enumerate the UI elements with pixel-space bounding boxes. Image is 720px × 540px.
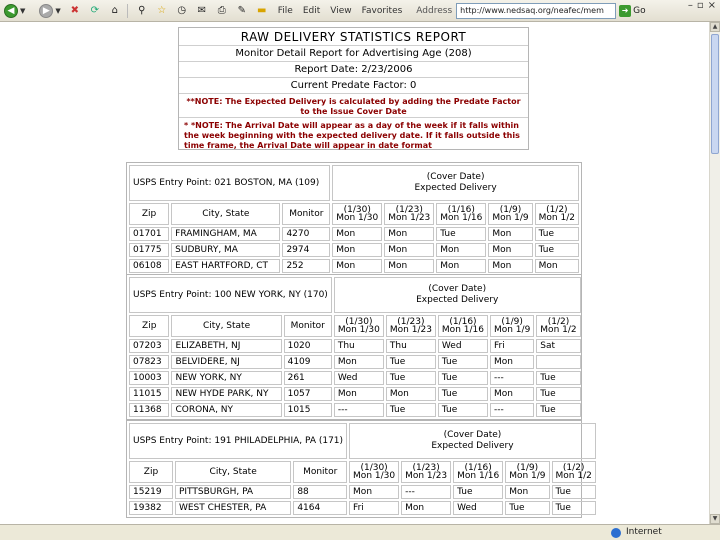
cover-date-header xyxy=(332,165,579,201)
table-cell: 252 xyxy=(282,259,330,273)
column-week xyxy=(536,315,580,337)
table-cell: Tue xyxy=(438,403,488,417)
table-cell: Mon xyxy=(384,243,434,257)
table-cell: --- xyxy=(490,371,534,385)
cover-date: (1/2) xyxy=(562,463,585,473)
table-cell: --- xyxy=(490,403,534,417)
print-icon[interactable]: ⎙ xyxy=(217,5,226,16)
column-week xyxy=(552,461,596,483)
table-cell: Fri xyxy=(490,339,534,353)
table-cell: Fri xyxy=(349,501,399,515)
page-content xyxy=(0,22,709,524)
column-week xyxy=(453,461,503,483)
table-cell: --- xyxy=(334,403,384,417)
table-cell: Tue xyxy=(386,355,436,369)
cover-date: (1/23) xyxy=(412,463,440,473)
cover-date: (1/9) xyxy=(501,317,523,327)
column-week xyxy=(505,461,549,483)
column-monitor: Monitor xyxy=(284,315,332,337)
cover-date: (1/23) xyxy=(397,317,425,327)
table-cell: Tue xyxy=(536,387,580,401)
table-row xyxy=(129,501,596,515)
cover-date: (1/23) xyxy=(395,205,423,215)
table-cell: Tue xyxy=(453,485,503,499)
column-week xyxy=(384,203,434,225)
expected-date: Mon 1/16 xyxy=(457,471,500,481)
table-cell: Mon xyxy=(488,259,532,273)
table-cell: 2974 xyxy=(282,243,330,257)
cover-date: (1/2) xyxy=(546,205,568,215)
expected-date: Mon 1/2 xyxy=(555,471,592,481)
table-cell: Mon xyxy=(488,243,532,257)
close-icon[interactable]: × xyxy=(707,0,716,11)
table-cell: 11368 xyxy=(129,403,169,417)
entry-point-table xyxy=(126,420,592,518)
column-week xyxy=(386,315,436,337)
table-cell: 01775 xyxy=(129,243,169,257)
table-cell: BELVIDERE, NJ xyxy=(171,355,281,369)
cover-date-label: (Cover Date) xyxy=(443,430,502,440)
scroll-thumb[interactable] xyxy=(711,34,719,154)
note-expected-delivery: **NOTE: The Expected Delivery is calculated by adding the Predate Factor to the Issue Cover Date xyxy=(179,94,528,118)
column-week xyxy=(334,315,384,337)
table-cell: 4270 xyxy=(282,227,330,241)
table-cell: Mon xyxy=(436,259,486,273)
minimize-icon[interactable]: – xyxy=(687,0,693,11)
table-cell: Mon xyxy=(505,485,549,499)
column-city-state: City, State xyxy=(175,461,291,483)
vertical-scrollbar[interactable] xyxy=(709,22,720,524)
column-zip: Zip xyxy=(129,315,169,337)
cover-date-label: (Cover Date) xyxy=(426,172,485,182)
table-cell: Mon xyxy=(334,355,384,369)
cover-date-header xyxy=(349,423,596,459)
table-cell: 1057 xyxy=(284,387,332,401)
column-week xyxy=(349,461,399,483)
back-dropdown-icon[interactable]: ▼ xyxy=(20,6,26,15)
menu-edit[interactable]: Edit xyxy=(302,5,321,16)
table-cell: Mon xyxy=(490,355,534,369)
toolbar-separator xyxy=(127,4,128,18)
edit-icon[interactable]: ✎ xyxy=(237,5,246,16)
go-icon[interactable]: ➜ xyxy=(619,5,631,17)
expected-date: Mon 1/9 xyxy=(493,325,531,335)
table-cell: 06108 xyxy=(129,259,169,273)
table-cell: Mon xyxy=(436,243,486,257)
table-row xyxy=(129,339,581,353)
table-cell: Mon xyxy=(334,387,384,401)
cover-date-label: (Cover Date) xyxy=(428,284,487,294)
table-cell: CORONA, NY xyxy=(171,403,281,417)
table-cell: Tue xyxy=(536,371,580,385)
table-cell: Tue xyxy=(552,485,596,499)
table-row xyxy=(129,227,579,241)
predate-factor: Current Predate Factor: 0 xyxy=(179,78,528,94)
table-cell: 11015 xyxy=(129,387,169,401)
column-week xyxy=(438,315,488,337)
globe-icon xyxy=(611,528,621,538)
table-cell: Tue xyxy=(536,403,580,417)
cover-date: (1/30) xyxy=(345,317,373,327)
favorites-icon[interactable]: ☆ xyxy=(157,5,167,16)
cover-date: (1/16) xyxy=(447,205,475,215)
table-cell: PITTSBURGH, PA xyxy=(175,485,291,499)
entry-point-title: USPS Entry Point: 191 PHILADELPHIA, PA (171) xyxy=(129,423,347,459)
expected-delivery-label: Expected Delivery xyxy=(414,183,497,193)
delivery-table xyxy=(127,275,583,419)
table-cell: Mon xyxy=(535,259,579,273)
table-cell: Mon xyxy=(332,243,382,257)
table-cell: 88 xyxy=(293,485,347,499)
note-arrival-date: * *NOTE: The Arrival Date will appear as a day of the week if it falls within the week beginning with the expected delivery date. If it falls outside this time frame, the Arrival Date will appear in date format xyxy=(184,121,520,150)
cover-date: (1/16) xyxy=(449,317,477,327)
table-cell: 07823 xyxy=(129,355,169,369)
delivery-table xyxy=(127,421,598,517)
expected-date: Mon 1/30 xyxy=(337,325,380,335)
cover-date-header xyxy=(334,277,581,313)
browser-toolbar xyxy=(0,0,720,22)
expected-date: Mon 1/2 xyxy=(538,213,575,223)
entry-point-title: USPS Entry Point: 021 BOSTON, MA (109) xyxy=(129,165,330,201)
table-cell: Wed xyxy=(438,339,488,353)
entry-point-table xyxy=(126,162,582,276)
table-cell: Tue xyxy=(386,371,436,385)
cover-date: (1/2) xyxy=(547,317,570,327)
report-subtitle: Monitor Detail Report for Advertising Age (208) xyxy=(179,46,528,62)
table-cell: WEST CHESTER, PA xyxy=(175,501,291,515)
report-date: Report Date: 2/23/2006 xyxy=(179,62,528,78)
delivery-table xyxy=(127,163,581,275)
table-cell: Mon xyxy=(401,501,451,515)
column-zip: Zip xyxy=(129,203,169,225)
table-cell: Sat xyxy=(536,339,580,353)
table-cell: Mon xyxy=(488,227,532,241)
column-week xyxy=(436,203,486,225)
table-cell: Mon xyxy=(384,227,434,241)
column-week xyxy=(490,315,534,337)
table-cell: 19382 xyxy=(129,501,173,515)
expected-date: Mon 1/9 xyxy=(492,213,529,223)
table-cell: Mon xyxy=(386,387,436,401)
column-city-state: City, State xyxy=(171,315,281,337)
table-cell: EAST HARTFORD, CT xyxy=(171,259,280,273)
go-button[interactable]: Go xyxy=(633,5,646,16)
status-zone: Internet xyxy=(626,527,662,537)
column-zip: Zip xyxy=(129,461,173,483)
expected-date: Mon 1/23 xyxy=(388,213,431,223)
table-cell: 1015 xyxy=(284,403,332,417)
table-cell: 1020 xyxy=(284,339,332,353)
table-cell: Tue xyxy=(535,227,579,241)
table-cell: Tue xyxy=(535,243,579,257)
table-cell: Thu xyxy=(386,339,436,353)
table-cell: SUDBURY, MA xyxy=(171,243,280,257)
mail-icon[interactable]: ✉ xyxy=(197,5,206,16)
table-cell: Wed xyxy=(334,371,384,385)
table-cell: Tue xyxy=(438,387,488,401)
back-icon[interactable]: ◀ xyxy=(4,4,18,18)
table-row xyxy=(129,403,581,417)
history-icon[interactable]: ◷ xyxy=(177,5,187,16)
table-cell: 15219 xyxy=(129,485,173,499)
table-cell: Tue xyxy=(438,355,488,369)
cover-date: (1/16) xyxy=(464,463,492,473)
table-cell: Tue xyxy=(505,501,549,515)
entry-point-table xyxy=(126,274,582,420)
expected-date: Mon 1/9 xyxy=(509,471,546,481)
table-cell: 261 xyxy=(284,371,332,385)
expected-delivery-label: Expected Delivery xyxy=(416,295,499,305)
table-cell: 07203 xyxy=(129,339,169,353)
scroll-up-icon[interactable]: ▲ xyxy=(710,22,720,32)
table-row xyxy=(129,371,581,385)
cover-date: (1/30) xyxy=(343,205,371,215)
column-monitor: Monitor xyxy=(293,461,347,483)
table-cell: Mon xyxy=(349,485,399,499)
menu-file[interactable]: File xyxy=(277,5,293,16)
table-cell: 10003 xyxy=(129,371,169,385)
table-cell: NEW YORK, NY xyxy=(171,371,281,385)
expected-date: Mon 1/30 xyxy=(353,471,396,481)
entry-point-title: USPS Entry Point: 100 NEW YORK, NY (170) xyxy=(129,277,332,313)
table-cell: Mon xyxy=(332,259,382,273)
address-label: Address xyxy=(416,5,453,16)
column-week xyxy=(401,461,451,483)
column-week xyxy=(488,203,532,225)
table-cell: Tue xyxy=(438,371,488,385)
address-input[interactable]: http://www.nedsaq.org/neafec/mem xyxy=(456,3,616,19)
table-cell: FRAMINGHAM, MA xyxy=(171,227,280,241)
table-cell: Wed xyxy=(453,501,503,515)
table-row xyxy=(129,485,596,499)
expected-date: Mon 1/23 xyxy=(389,325,432,335)
cover-date: (1/30) xyxy=(360,463,388,473)
column-week xyxy=(332,203,382,225)
column-week xyxy=(535,203,579,225)
search-icon[interactable]: ⚲ xyxy=(138,5,146,16)
table-cell: Tue xyxy=(436,227,486,241)
expected-date: Mon 1/16 xyxy=(440,213,483,223)
table-row xyxy=(129,387,581,401)
refresh-icon[interactable]: ⟳ xyxy=(90,5,99,16)
expected-date: Mon 1/30 xyxy=(336,213,379,223)
scroll-down-icon[interactable]: ▼ xyxy=(710,514,720,524)
table-row xyxy=(129,355,581,369)
table-cell: Thu xyxy=(334,339,384,353)
table-cell: --- xyxy=(401,485,451,499)
expected-date: Mon 1/23 xyxy=(405,471,448,481)
table-cell: ELIZABETH, NJ xyxy=(171,339,281,353)
home-icon[interactable]: ⌂ xyxy=(111,5,118,16)
table-cell: Mon xyxy=(332,227,382,241)
forward-dropdown-icon[interactable]: ▼ xyxy=(55,6,61,15)
report-title: RAW DELIVERY STATISTICS REPORT xyxy=(179,28,528,46)
expected-delivery-label: Expected Delivery xyxy=(431,441,514,451)
table-cell xyxy=(536,355,580,369)
expected-date: Mon 1/16 xyxy=(441,325,484,335)
menu-favorites[interactable]: Favorites xyxy=(361,5,403,16)
cover-date: (1/9) xyxy=(499,205,522,215)
table-cell: Mon xyxy=(384,259,434,273)
table-cell: Tue xyxy=(386,403,436,417)
report-header xyxy=(178,27,529,150)
table-row xyxy=(129,243,579,257)
column-city-state: City, State xyxy=(171,203,280,225)
menu-view[interactable]: View xyxy=(330,5,352,16)
table-cell: 01701 xyxy=(129,227,169,241)
table-cell: 4109 xyxy=(284,355,332,369)
table-row xyxy=(129,259,579,273)
stop-icon[interactable]: ✖ xyxy=(70,5,79,16)
table-cell: 4164 xyxy=(293,501,347,515)
cover-date: (1/9) xyxy=(516,463,539,473)
forward-icon[interactable]: ▶ xyxy=(39,4,53,18)
window-controls xyxy=(688,0,716,11)
expected-date: Mon 1/2 xyxy=(540,325,577,335)
status-bar xyxy=(0,524,720,540)
column-monitor: Monitor xyxy=(282,203,330,225)
table-cell: Mon xyxy=(490,387,534,401)
folder-icon[interactable]: ▬ xyxy=(257,5,267,16)
table-cell: NEW HYDE PARK, NY xyxy=(171,387,281,401)
maximize-icon[interactable]: ▫ xyxy=(696,0,704,11)
table-cell: Tue xyxy=(552,501,596,515)
